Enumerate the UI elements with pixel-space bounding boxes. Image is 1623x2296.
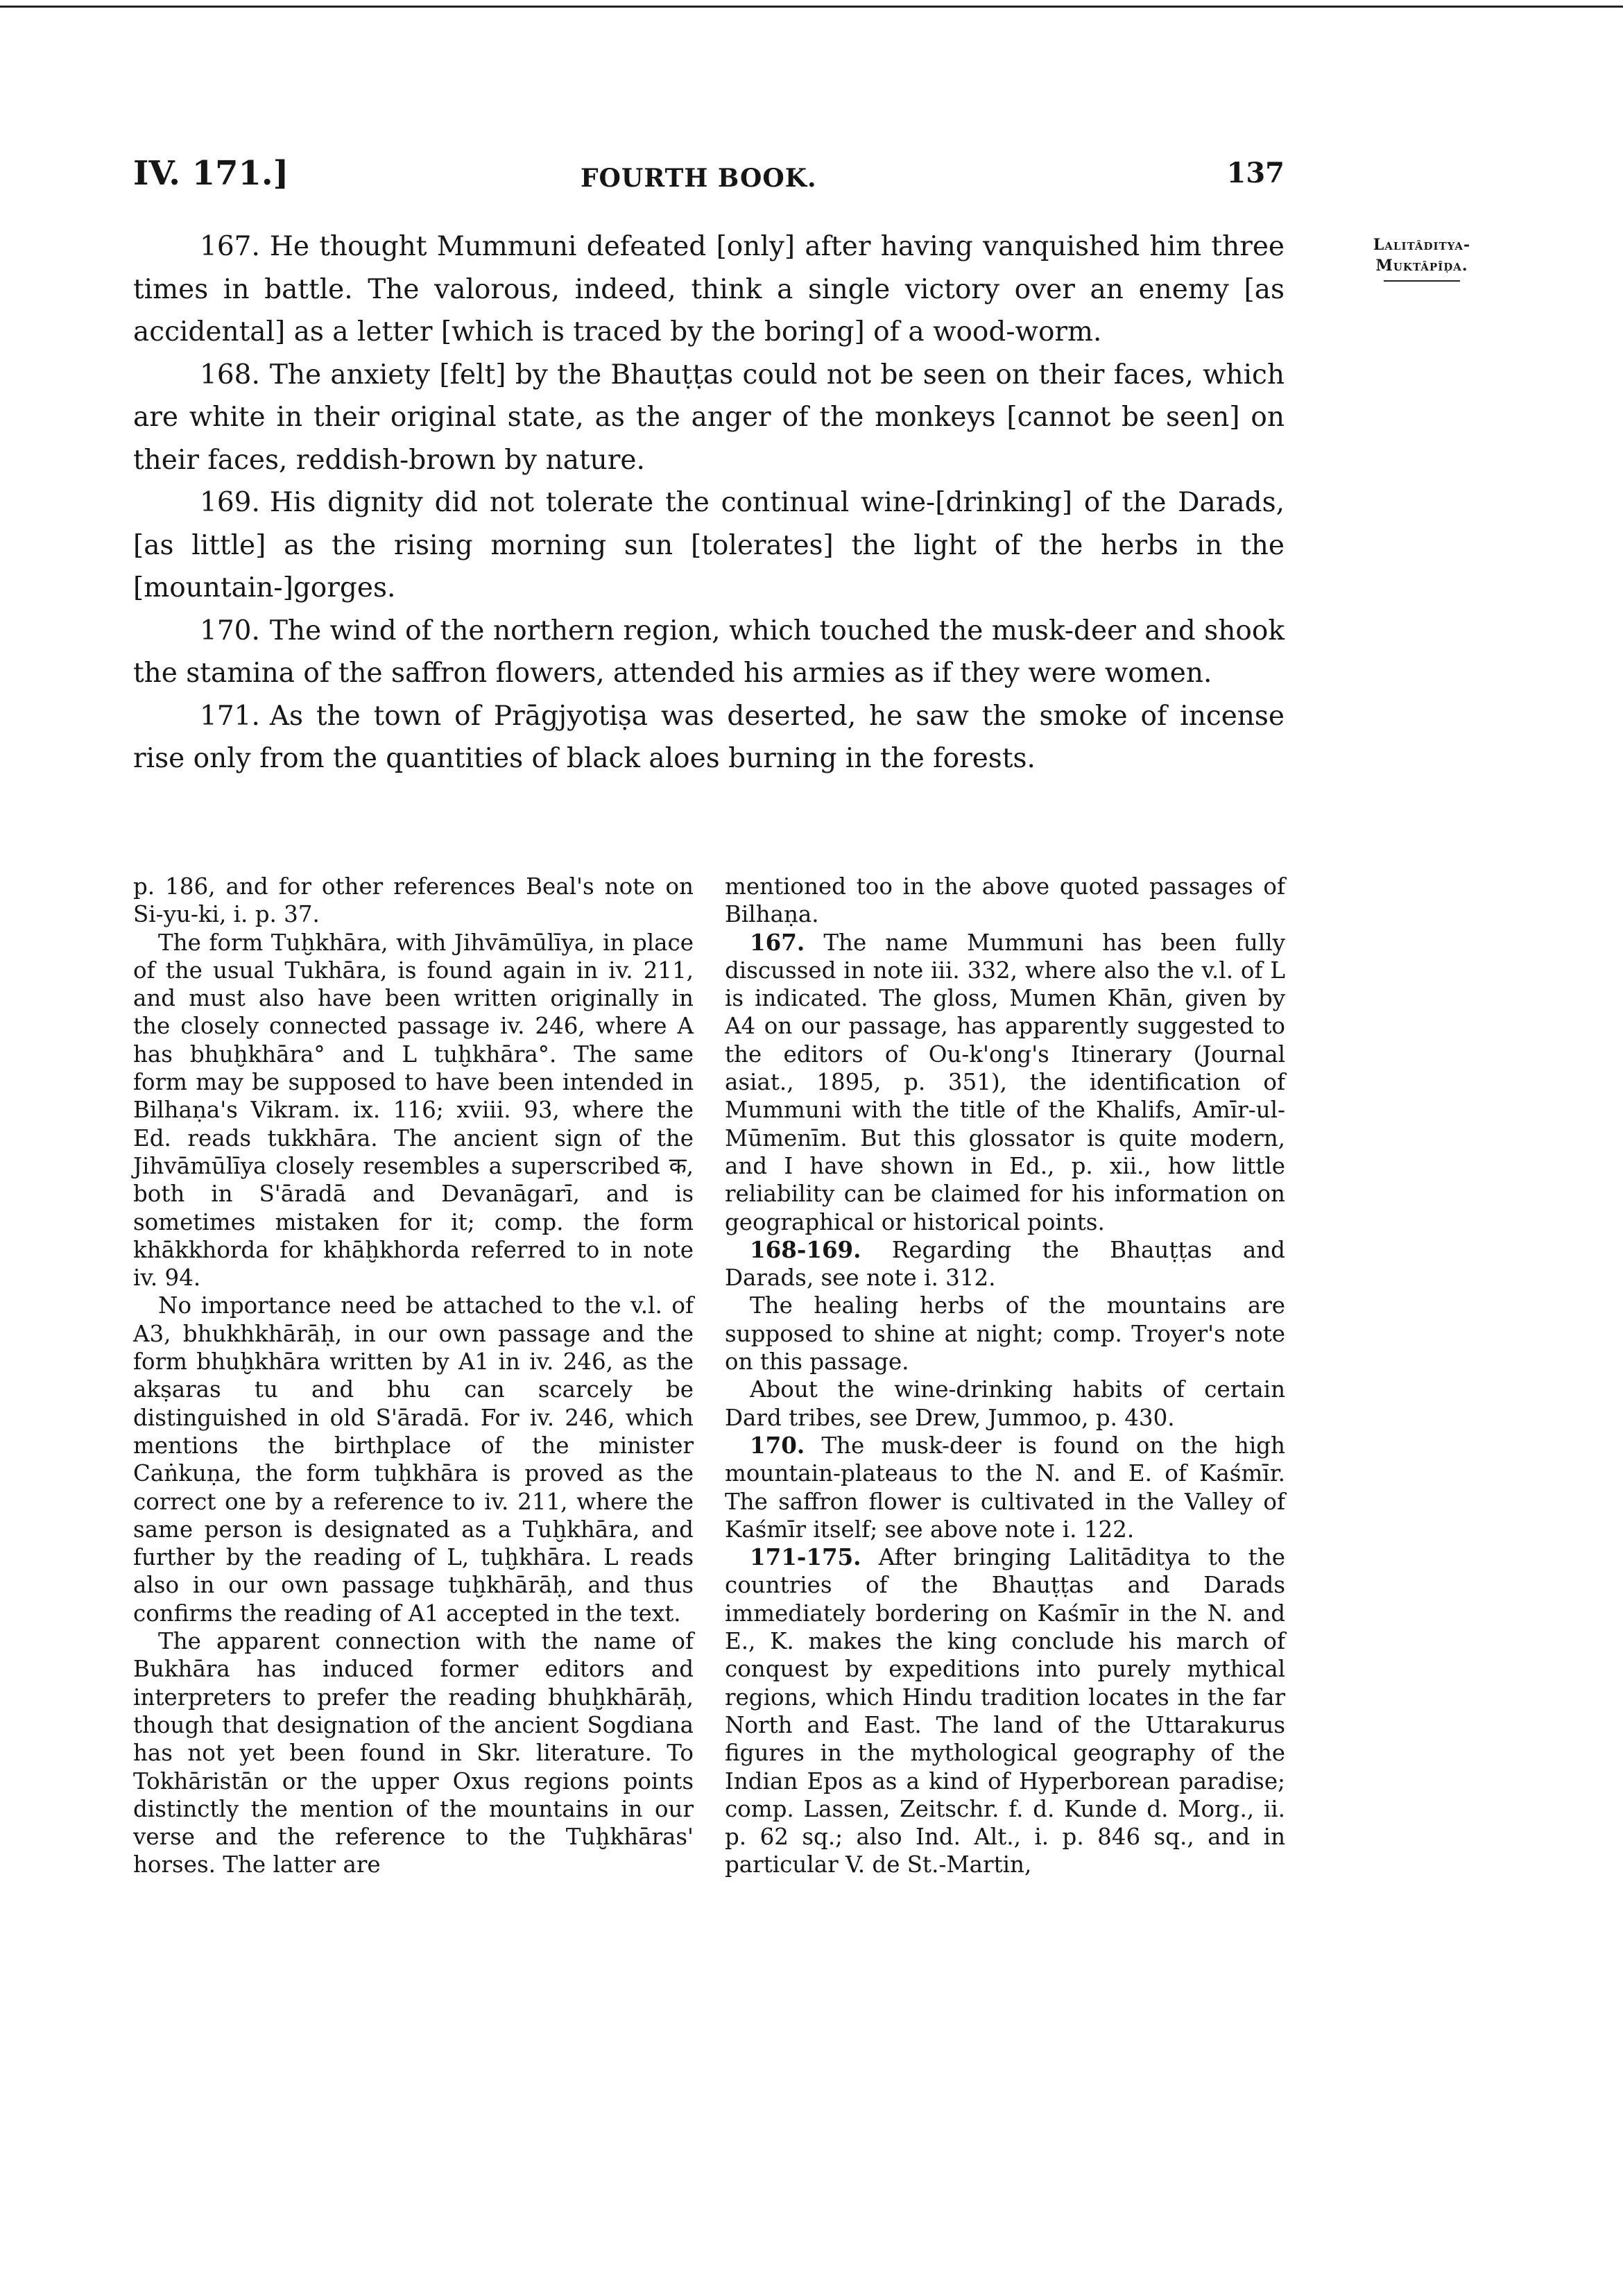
margin-note-rule	[1384, 280, 1460, 282]
verse-text: The anxiety [felt] by the Bhauṭṭas could not be seen on their faces, which are white in their original state, as the anger of the monkeys [cannot be seen] on their faces, reddish-brown by nature.	[133, 359, 1285, 476]
note-paragraph: The healing herbs of the mountains are supposed to shine at night; comp. Troyer's note on this passage.	[725, 1292, 1285, 1376]
header-title: FOURTH BOOK.	[581, 164, 817, 193]
note-paragraph: mentioned too in the above quoted passages of Bilhaṇa.	[725, 873, 1285, 928]
note-paragraph	[725, 929, 1285, 1236]
verse-number: 171.	[200, 700, 260, 732]
note-lead: 170.	[750, 1431, 805, 1459]
note-lead: 171-175.	[750, 1543, 861, 1571]
note-paragraph: p. 186, and for other references Beal's note on Si-yu-ki, i. p. 37.	[133, 873, 694, 928]
margin-note	[1346, 234, 1498, 282]
note-text: Regarding the Bhauṭṭas and Darads, see note i. 312.	[725, 1236, 1285, 1292]
note-lead: 168-169.	[750, 1235, 861, 1263]
verse-text: He thought Mummuni defeated [only] after having vanquished him three times in battle. The valorous, indeed, think a single victory over an enemy [as accidental] as a letter [which is traced by the boring] of a wood-worm.	[133, 231, 1285, 348]
note-paragraph: The apparent connection with the name of Bukhāra has induced former editors and interpreters to prefer the reading bhuḫkhārāḥ, though that designation of the ancient Sogdiana has not yet been found in Skr. literature. To Tokhāristān or the upper Oxus regions points distinctly the mention of the mountains in our verse and the reference to the Tuḫkhāras' horses. The latter are	[133, 1628, 694, 1878]
note-text: The musk-deer is found on the high mountain-plateaus to the N. and E. of Kaśmīr. The saffron flower is cultivated in the Valley of Kaśmīr itself; see above note i. 122.	[725, 1432, 1285, 1543]
note-paragraph	[725, 1432, 1285, 1543]
running-header	[133, 154, 1285, 203]
note-text: The name Mummuni has been fully discussed in note iii. 332, where also the v.l. of L is indicated. The gloss, Mumen Khān, given by A4 on our passage, has apparently suggested to the editors of Ou-k'ong's Itinerary (Journal asiat., 1895, p. 351), the identification of Mummuni with the title of the Khalifs, Amīr-ul-Mūmenīm. But this glossator is quite modern, and I have shown in Ed., p. xii., how little reliability can be claimed for his information on geographical or historical points.	[725, 929, 1285, 1235]
verse	[133, 610, 1285, 695]
top-border-line	[0, 6, 1623, 8]
margin-note-line-2: Muktâpîḍa.	[1375, 257, 1468, 275]
note-lead: 167.	[750, 928, 805, 956]
verse-translation	[133, 225, 1285, 780]
note-text: After bringing Lalitāditya to the countries of the Bhauṭṭas and Darads immediately bordering on Kaśmīr in the N. and E., K. makes the king conclude his march of conquest by expeditions into purely mythical regions, which Hindu tradition locates in the far North and East. The land of the Uttarakurus figures in the mythological geography of the Indian Epos as a kind of Hyperborean paradise; comp. Lassen, Zeitschr. f. d. Kunde d. Morg., ii. p. 62 sq.; also Ind. Alt., i. p. 846 sq., and in particular V. de St.-Martin,	[725, 1544, 1285, 1878]
verse	[133, 354, 1285, 482]
note-paragraph: No importance need be attached to the v.l. of A3, bhukhkhārāḥ, in our own passage and the form bhuḫkhāra written by A1 in iv. 246, as the akṣaras tu and bhu can scarcely be distinguished in old S'āradā. For iv. 246, which mentions the birthplace of the minister Caṅkuṇa, the form tuḫkhāra is proved as the correct one by a reference to iv. 211, where the same person is designated as a Tuḫkhāra, and further by the reading of L, tuḫkhāra. L reads also in our own passage tuḫkhārāḥ, and thus confirms the reading of A1 accepted in the text.	[133, 1292, 694, 1627]
note-paragraph: About the wine-drinking habits of certain Dard tribes, see Drew, Jummoo, p. 430.	[725, 1376, 1285, 1431]
verse-number: 168.	[200, 359, 260, 391]
note-paragraph	[725, 1543, 1285, 1879]
verse	[133, 481, 1285, 610]
verse-number: 167.	[200, 231, 260, 262]
verse-number: 170.	[200, 615, 260, 646]
verse	[133, 695, 1285, 780]
footnotes-left-column	[133, 873, 694, 1879]
note-paragraph: The form Tuḫkhāra, with Jihvāmūlīya, in place of the usual Tukhāra, is found again in iv. 211, and must also have been written originally in the closely connected passage iv. 246, where A has bhuḫkhāra° and L tuḫkhāra°. The same form may be supposed to have been intended in Bilhaṇa's Vikram. ix. 116; xviii. 93, where the Ed. reads tukkhāra. The ancient sign of the Jihvāmūlīya closely resembles a superscribed क, both in S'āradā and Devanāgarī, and is sometimes mistaken for it; comp. the form khākkhorda for khāḫkhorda referred to in note iv. 94.	[133, 929, 694, 1292]
footnotes-right-column	[725, 873, 1285, 1879]
verse-number: 169.	[200, 487, 260, 518]
verse-text: The wind of the northern region, which touched the musk-deer and shook the stamina of the saffron flowers, attended his armies as if they were women.	[133, 615, 1285, 689]
verse-text: His dignity did not tolerate the continual wine-[drinking] of the Darads, [as little] as the rising morning sun [tolerates] the light of the herbs in the [mountain-]gorges.	[133, 487, 1285, 603]
verse-text: As the town of Prāgjyotiṣa was deserted, he saw the smoke of incense rise only from the quantities of black aloes burning in the forests.	[133, 700, 1285, 774]
verse	[133, 225, 1285, 354]
margin-note-line-1: Lalitâditya-	[1373, 236, 1471, 254]
page-number: 137	[1226, 157, 1285, 189]
note-paragraph	[725, 1236, 1285, 1292]
header-book-reference: IV. 171.]	[133, 154, 289, 193]
